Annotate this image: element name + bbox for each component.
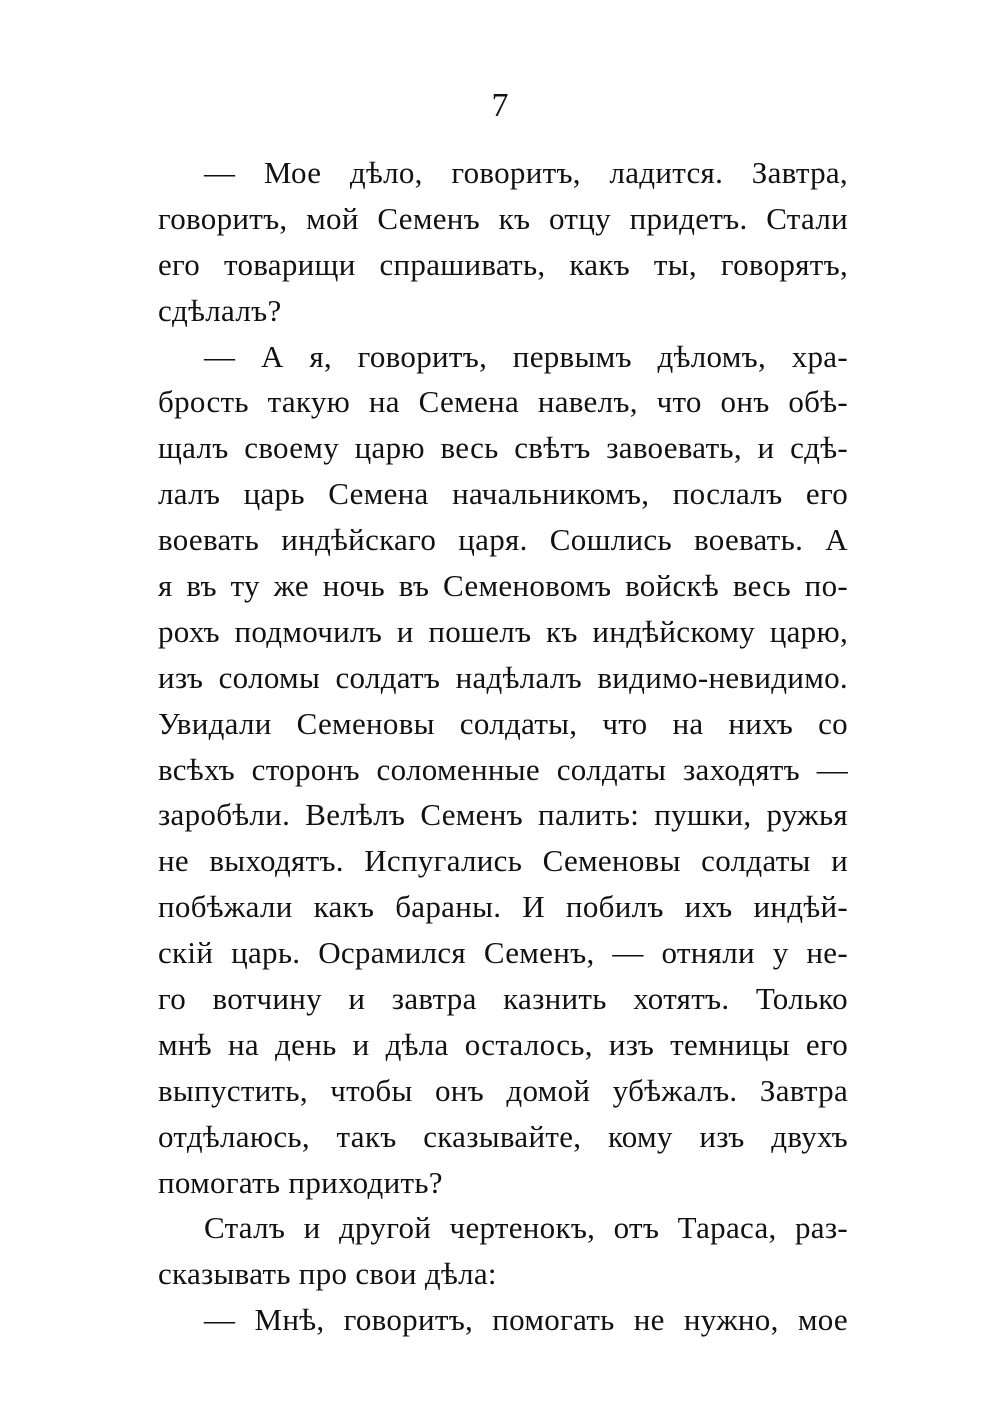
text-line: заробѣли. Велѣлъ Семенъ палить: пушки, ружья	[158, 797, 848, 833]
text-line: мнѣ на день и дѣла осталось, изъ темницы его	[158, 1026, 848, 1062]
text-line: рохъ подмочилъ и пошелъ къ индѣйскому царю,	[158, 613, 848, 649]
text-line: его товарищи спрашивать, какъ ты, говорятъ,	[158, 246, 848, 282]
text-line: го вотчину и завтра казнить хотятъ. Только	[158, 981, 848, 1017]
text-line: Сталъ и другой чертенокъ, отъ Тараса, раз-	[204, 1210, 848, 1246]
text-line: побѣжали какъ бараны. И побилъ ихъ индѣй-	[158, 889, 848, 925]
text-line: я въ ту же ночь въ Семеновомъ войскѣ весь по-	[158, 568, 848, 604]
text-line: лалъ царь Семена начальникомъ, послалъ его	[158, 476, 848, 512]
text-line: говоритъ, мой Семенъ къ отцу придетъ. Стали	[158, 200, 848, 236]
text-line: брость такую на Семена навелъ, что онъ обѣ-	[158, 384, 848, 420]
text-line: сказывать про свои дѣла:	[158, 1256, 497, 1292]
text-line: изъ соломы солдатъ надѣлалъ видимо-невидимо.	[158, 659, 848, 695]
text-line: — Мое дѣло, говоритъ, ладится. Завтра,	[204, 155, 848, 190]
text-line: щалъ своему царю весь свѣтъ завоевать, и сдѣ-	[158, 430, 848, 466]
text-line: отдѣлаюсь, такъ сказывайте, кому изъ двухъ	[158, 1118, 848, 1154]
text-line: сдѣлалъ?	[158, 292, 282, 328]
text-line: — А я, говоритъ, первымъ дѣломъ, хра-	[204, 338, 848, 374]
text-line: помогать приходить?	[158, 1164, 443, 1200]
text-line: — Мнѣ, говоритъ, помогать не нужно, мое	[204, 1302, 848, 1338]
text-line: всѣхъ сторонъ соломенные солдаты заходятъ —	[158, 751, 848, 787]
text-line: скій царь. Осрамился Семенъ, — отняли у не-	[158, 935, 848, 971]
text-line: воевать индѣйскаго царя. Сошлись воевать. А	[158, 522, 848, 558]
body-text	[158, 150, 848, 1343]
text-line: Увидали Семеновы солдаты, что на нихъ со	[158, 705, 848, 741]
page-number: 7	[491, 87, 509, 124]
text-line: не выходятъ. Испугались Семеновы солдаты и	[158, 843, 848, 879]
text-line: выпустить, чтобы онъ домой убѣжалъ. Завтра	[158, 1072, 848, 1108]
